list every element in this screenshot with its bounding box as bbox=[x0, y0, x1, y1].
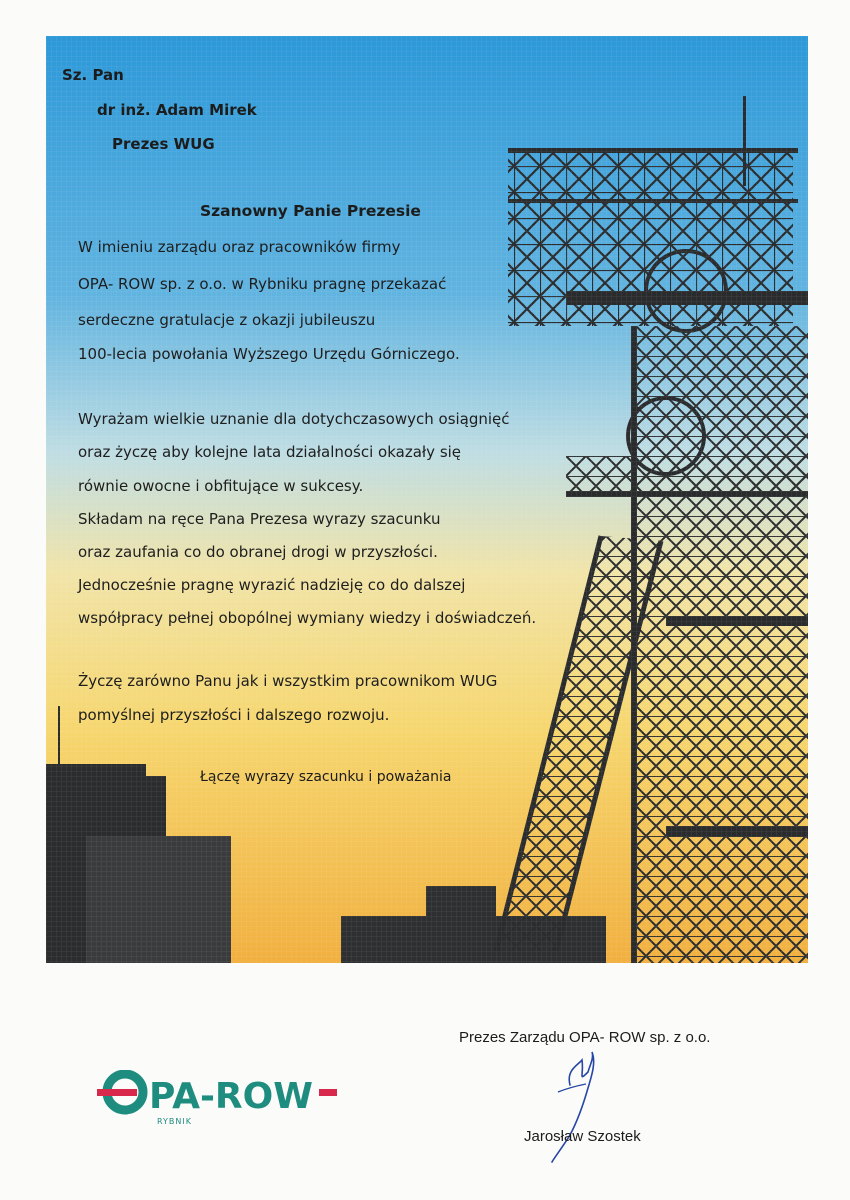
text-line: oraz zaufania co do obranej drogi w przyszłości. bbox=[78, 543, 438, 561]
recipient-name: dr inż. Adam Mirek bbox=[97, 101, 257, 119]
recipient-salutation: Sz. Pan bbox=[62, 66, 124, 84]
text-line: Życzę zarówno Panu jak i wszystkim pracownikom WUG bbox=[78, 672, 498, 690]
text-line: OPA- ROW sp. z o.o. w Rybniku pragnę przekazać bbox=[78, 275, 447, 293]
text-line: pomyślnej przyszłości i dalszego rozwoju. bbox=[78, 706, 390, 724]
opa-row-logo-mark bbox=[97, 1070, 342, 1130]
recipient-title: Prezes WUG bbox=[112, 135, 215, 153]
text-line: Jednocześnie pragnę wyrazić nadzieję co do dalszej bbox=[78, 576, 466, 594]
logo-subtitle: RYBNIK bbox=[157, 1117, 193, 1126]
text-line: 100-lecia powołania Wyższego Urzędu Górniczego. bbox=[78, 345, 460, 363]
text-line: Wyrażam wielkie uznanie dla dotychczasowych osiągnięć bbox=[78, 410, 510, 428]
closing-phrase: Łączę wyrazy szacunku i poważania bbox=[200, 769, 452, 785]
signatory-title: Prezes Zarządu OPA- ROW sp. z o.o. bbox=[459, 1029, 711, 1046]
logo-wordmark: PA-ROW bbox=[149, 1076, 313, 1117]
text-line: oraz życzę aby kolejne lata działalności okazały się bbox=[78, 443, 462, 461]
greeting: Szanowny Panie Prezesie bbox=[200, 202, 421, 220]
header-background-image bbox=[46, 36, 808, 963]
text-line: współpracy pełnej obopólnej wymiany wiedzy i doświadczeń. bbox=[78, 609, 537, 627]
text-line: Składam na ręce Pana Prezesa wyrazy szacunku bbox=[78, 510, 441, 528]
text-line: W imieniu zarządu oraz pracowników firmy bbox=[78, 238, 401, 256]
text-line: serdeczne gratulacje z okazji jubileuszu bbox=[78, 311, 376, 329]
text-line: równie owocne i obfitujące w sukcesy. bbox=[78, 477, 364, 495]
handwritten-signature bbox=[548, 1040, 618, 1165]
company-logo bbox=[97, 1070, 342, 1130]
signatory-name: Jarosław Szostek bbox=[524, 1128, 641, 1145]
mining-shaft-tower-illustration bbox=[46, 36, 808, 963]
